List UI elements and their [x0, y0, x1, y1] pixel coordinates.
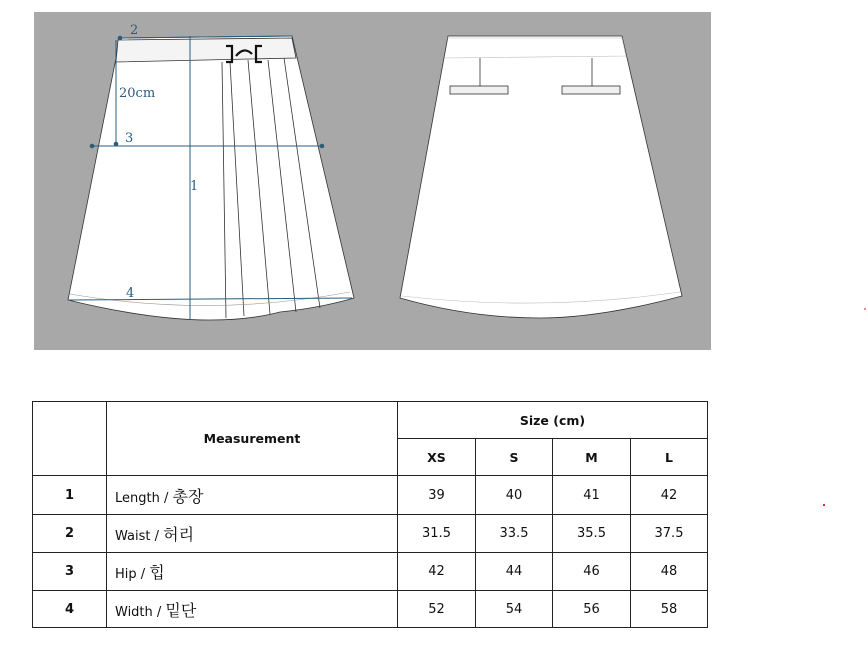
cell-xs: 52 — [398, 591, 476, 628]
header-size-group: Size (cm) — [398, 402, 708, 439]
label-rise: 20cm — [119, 86, 156, 101]
row-number: 1 — [33, 476, 107, 515]
table-row — [33, 476, 708, 515]
table-row — [33, 515, 708, 553]
header-size-xs: XS — [398, 439, 476, 476]
header-size-s: S — [476, 439, 553, 476]
cell-m: 35.5 — [553, 515, 631, 553]
header-measurement: Measurement — [107, 402, 398, 476]
cell-m: 41 — [553, 476, 631, 515]
row-label-kr: 힙 — [149, 563, 165, 582]
row-label — [107, 515, 398, 553]
row-number: 4 — [33, 591, 107, 628]
size-table — [32, 401, 708, 628]
row-number: 2 — [33, 515, 107, 553]
marker-dot — [864, 308, 866, 310]
cell-l: 48 — [631, 553, 708, 591]
table-row — [33, 591, 708, 628]
row-label-en: Length / — [115, 490, 173, 506]
label-length: 1 — [190, 179, 199, 194]
cell-s: 40 — [476, 476, 553, 515]
row-label-en: Waist / — [115, 529, 164, 544]
row-label-kr: 총장 — [172, 486, 204, 506]
cell-m: 56 — [553, 591, 631, 628]
cell-l: 37.5 — [631, 515, 708, 553]
row-label — [107, 591, 398, 628]
row-label-en: Width / — [115, 604, 166, 620]
cell-s: 44 — [476, 553, 553, 591]
header-size-m: M — [553, 439, 631, 476]
cell-xs: 39 — [398, 476, 476, 515]
cell-s: 33.5 — [476, 515, 553, 553]
cell-xs: 42 — [398, 553, 476, 591]
label-hem: 4 — [126, 286, 135, 301]
marker-dot-2 — [823, 504, 825, 506]
header-size-l: L — [631, 439, 708, 476]
row-label-en: Hip / — [115, 567, 150, 582]
row-label-kr: 밑단 — [165, 600, 197, 620]
table-row — [33, 553, 708, 591]
cell-s: 54 — [476, 591, 553, 628]
row-label-kr: 허리 — [163, 525, 195, 544]
header-blank — [33, 402, 107, 476]
cell-xs: 31.5 — [398, 515, 476, 553]
row-label — [107, 553, 398, 591]
row-label — [107, 476, 398, 515]
label-hip: 3 — [125, 131, 134, 146]
cell-l: 42 — [631, 476, 708, 515]
row-number: 3 — [33, 553, 107, 591]
cell-l: 58 — [631, 591, 708, 628]
label-waist: 2 — [130, 23, 139, 38]
cell-m: 46 — [553, 553, 631, 591]
